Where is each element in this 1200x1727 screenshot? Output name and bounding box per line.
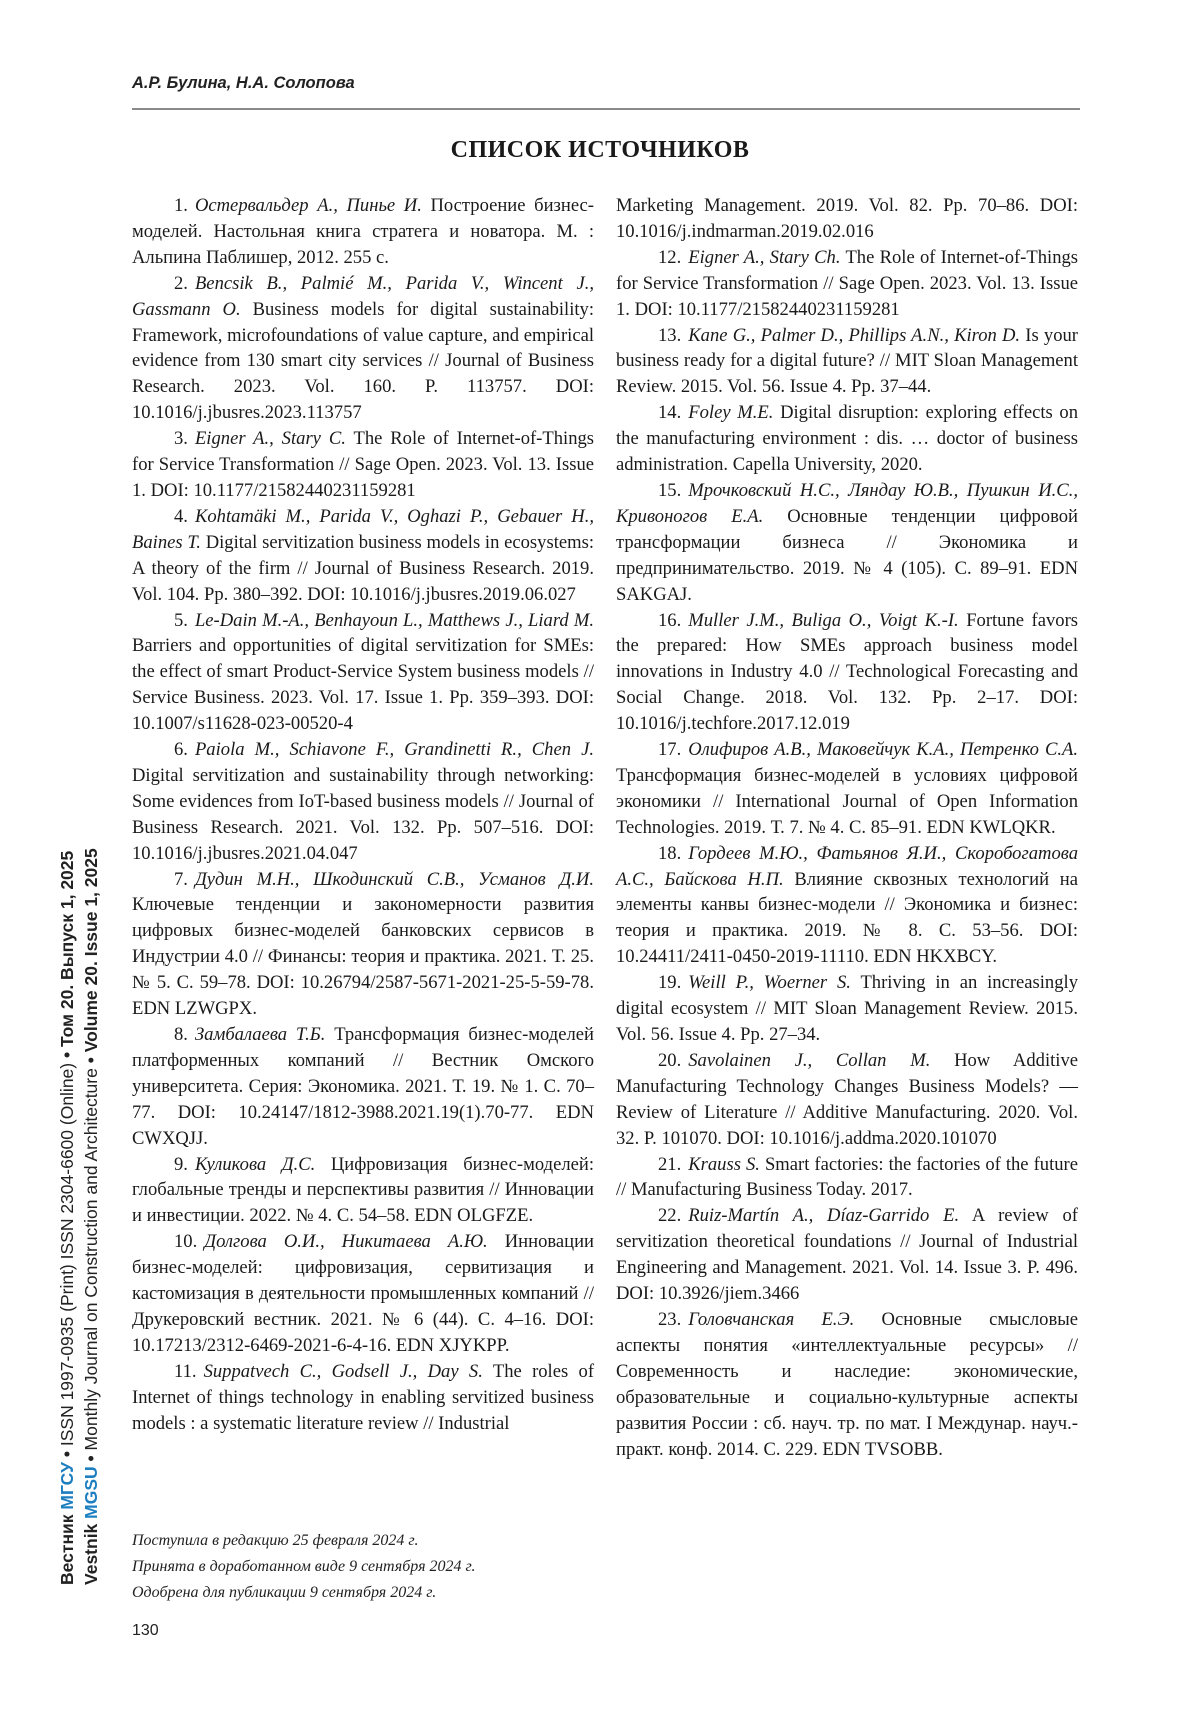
reference-text: Трансформация бизнес-моделей платформенных компаний // Вестник Омского университета. Серия: Экономика. 2021. Т. 19. № 1. С. 70–77. DOI: 10.24147/1812-3988.2021.19(1).70-77. EDN CWXQJJ. — [132, 1024, 594, 1149]
references-heading: СПИСОК ИСТОЧНИКОВ — [450, 137, 750, 163]
reference-authors: Гордеев М.Ю., Фатьянов Я.И., Скоробогатова А.С., Байскова Н.П. — [616, 842, 1078, 890]
reference-text: Smart factories: the factories of the future // Manufacturing Business Today. 2017. — [616, 1153, 1078, 1201]
side-banner-line-en — [79, 745, 103, 1585]
reference-item — [616, 245, 1078, 323]
reference-text: Влияние сквозных технологий на элементы канвы бизнес-модели // Экономика и бизнес: теория и практика. 2019. № 8. С. 53–56. DOI: 10.24411/2411-0450-2019-11110. EDN HKXBCY. — [616, 868, 1078, 968]
reference-text: The Role of Internet-of-Things for Service Transformation // Sage Open. 2023. Vol. 13. Issue 1. DOI: 10.1177/21582440231159281 — [132, 428, 595, 501]
reference-authors: Мрочковский Н.С., Ляндау Ю.В., Пушкин И.С., Кривоногов Е.А. — [616, 479, 1078, 527]
reference-text: Основные смысловые аспекты понятия «интеллектуальные ресурсы» // Современность и наследие: экономические, образовательные и социально-культурные аспекты развития России : сб. науч. тр. по мат. I Междунар. науч.-практ. конф. 2014. С. 229. EDN TVSOBB. — [616, 1308, 1079, 1460]
reference-item — [616, 1203, 1078, 1307]
reference-item — [132, 271, 594, 426]
reference-continuation: Marketing Management. 2019. Vol. 82. Pp. 70–86. DOI: 10.1016/j.indmarman.2019.02.016 — [616, 195, 1078, 242]
journal-name-ru: Вестник — [57, 1514, 77, 1585]
reference-authors: Bencsik B., Palmié M., Parida V., Wincent J., Gassmann O. — [132, 272, 594, 320]
reference-authors: Долгова О.И., Никитаева А.Ю. — [204, 1231, 488, 1253]
reference-number: 3. — [174, 428, 188, 450]
reference-item — [132, 608, 594, 738]
reference-number: 2. — [174, 272, 188, 294]
reference-text: Barriers and opportunities of digital servitization for SMEs: the effect of smart Product-Service System business models // Service Business. 2023. Vol. 17. Issue 1. Pp. 359–393. DOI: 10.1007/s11628-023-00520-4 — [132, 635, 594, 735]
reference-number: 19. — [658, 972, 682, 994]
reference-authors: Suppatvech C., Godsell J., Day S. — [203, 1360, 483, 1382]
reference-item — [616, 1307, 1078, 1462]
reference-text: Digital disruption: exploring effects on the manufacturing environment : dis. … doctor of business administration. Capella University, 2020. — [616, 402, 1078, 476]
reference-authors: Le-Dain M.-A., Benhayoun L., Matthews J., Liard M. — [194, 609, 594, 631]
reference-authors: Олифиров А.В., Маковейчук К.А., Петренко С.А. — [688, 739, 1078, 761]
journal-subtitle: Monthly Journal on Construction and Architecture — [81, 1068, 101, 1451]
reference-number: 13. — [658, 324, 682, 346]
reference-item — [616, 1048, 1078, 1152]
reference-text: Основные тенденции цифровой трансформации бизнеса // Экономика и предпринимательство. 2019. № 4 (105). С. 89–91. EDN SAKGAJ. — [616, 505, 1078, 605]
bullet-separator: • — [81, 1455, 101, 1462]
reference-text: Ключевые тенденции и закономерности развития цифровых бизнес-моделей банковских сервисов в Индустрии 4.0 // Финансы: теория и практика. 2021. Т. 25. № 5. С. 59–78. DOI: 10.26794/2587-5671-2021-25-5-59-78. EDN LZWGPX. — [132, 894, 594, 1020]
reference-number: 17. — [658, 739, 682, 761]
reference-text: Цифровизация бизнес-моделей: глобальные тренды и перспективы развития // Инновации и инвестиции. 2022. № 4. С. 54–58. EDN OLGFZE. — [132, 1153, 594, 1227]
reference-text: The roles of Internet of things technology in enabling servitized business models : a systematic literature review // Industrial — [132, 1360, 595, 1434]
reference-number: 15. — [658, 479, 682, 501]
reference-text: Построение бизнес-моделей. Настольная книга стратега и новатора. М. : Альпина Паблишер, 2012. 255 с. — [132, 195, 594, 268]
reference-text: Thriving in an increasingly digital ecosystem // MIT Sloan Management Review. 2015. Vol. 56. Issue 4. Pp. 27–34. — [616, 972, 1078, 1045]
publication-dates — [132, 1528, 476, 1606]
date-received: Поступила в редакцию 25 февраля 2024 г. — [132, 1532, 419, 1549]
reference-authors: Kohtamäki M., Parida V., Oghazi P., Gebauer H., Baines T. — [132, 505, 594, 553]
reference-authors: Остервальдер А., Пинье И. — [194, 195, 422, 216]
reference-number: 6. — [174, 739, 188, 761]
reference-text: Трансформация бизнес-моделей в условиях цифровой экономики // International Journal of Open Information Technologies. 2019. Т. 7. № 4. С. 85–91. EDN KWLQKR. — [616, 764, 1078, 838]
reference-authors: Muller J.M., Buliga O., Voigt K.-I. — [688, 609, 959, 631]
reference-authors: Ruiz-Martín A., Díaz-Garrido E. — [688, 1205, 960, 1227]
reference-authors: Головчанская Е.Э. — [688, 1308, 855, 1330]
reference-text: Digital servitization business models in ecosystems: A theory of the firm // Journal of Business Research. 2019. Vol. 104. Pp. 380–392. DOI: 10.1016/j.jbusres.2019.06.027 — [132, 531, 594, 605]
journal-brand-ru: МГСУ — [57, 1462, 77, 1510]
reference-item — [132, 504, 594, 608]
reference-number: 4. — [174, 505, 188, 527]
side-banner-line-ru — [55, 745, 79, 1585]
reference-number: 1. — [174, 195, 188, 216]
reference-item — [132, 1229, 594, 1359]
reference-number: 20. — [658, 1049, 682, 1071]
reference-item — [132, 867, 594, 1022]
reference-text: A review of servitization theoretical foundations // Journal of Industrial Engineering and Management. 2021. Vol. 14. Issue 3. P. 496. DOI: 10.3926/jiem.3466 — [616, 1205, 1078, 1305]
reference-item — [132, 1359, 594, 1437]
header-divider — [132, 108, 1080, 110]
reference-number: 22. — [658, 1205, 682, 1227]
reference-number: 12. — [658, 246, 682, 268]
reference-authors: Kane G., Palmer D., Phillips A.N., Kiron D. — [688, 324, 1021, 346]
reference-number: 7. — [174, 868, 188, 890]
reference-authors: Дудин М.Н., Шкодинский С.В., Усманов Д.И. — [194, 868, 594, 890]
reference-text: Fortune favors the prepared: How SMEs approach business model innovations in Industry 4.0 // Technological Forecasting and Social Change. 2018. Vol. 132. Pp. 2–17. DOI: 10.1016/j.techfore.2017.12.019 — [616, 609, 1078, 735]
reference-text: Business models for digital sustainability: Framework, microfoundations of value capture, and empirical evidence from 130 smart city services // Journal of Business Research. 2023. Vol. 160. P. 113757. DOI: 10.1016/j.jbusres.2023.113757 — [132, 298, 594, 424]
references-left-column — [132, 193, 594, 1437]
reference-authors: Eigner A., Stary Ch. — [688, 246, 841, 268]
reference-number: 8. — [174, 1024, 188, 1045]
reference-number: 14. — [658, 402, 682, 424]
reference-number: 5. — [174, 609, 188, 631]
reference-item — [132, 426, 594, 504]
reference-number: 10. — [174, 1231, 198, 1253]
reference-authors: Foley M.E. — [688, 402, 774, 424]
reference-text: How Additive Manufacturing Technology Changes Business Models? — Review of Literature // Additive Manufacturing. 2020. Vol. 32. P. 101070. DOI: 10.1016/j.addma.2020.101070 — [616, 1049, 1078, 1149]
date-approved: Одобрена для публикации 9 сентября 2024 г. — [132, 1584, 437, 1601]
journal-issn: ISSN 1997-0935 (Print) ISSN 2304-6600 (Online) — [57, 1062, 77, 1447]
reference-text: The Role of Internet-of-Things for Service Transformation // Sage Open. 2023. Vol. 13. Issue 1. DOI: 10.1177/21582440231159281 — [616, 246, 1079, 320]
reference-text: Digital servitization and sustainability through networking: Some evidences from IoT-based business models // Journal of Business Research. 2021. Vol. 132. Pp. 507–516. DOI: 10.1016/j.jbusres.2021.04.047 — [132, 764, 594, 864]
reference-number: 9. — [174, 1153, 188, 1175]
journal-volume-ru: Том 20. Выпуск 1, 2025 — [57, 850, 77, 1047]
running-header-authors: А.Р. Булина, Н.А. Солопова — [132, 74, 355, 92]
reference-authors: Куликова Д.С. — [194, 1153, 316, 1175]
reference-item — [616, 841, 1078, 971]
reference-item — [132, 1152, 594, 1230]
reference-authors: Krauss S. — [688, 1153, 760, 1175]
reference-authors: Eigner A., Stary C. — [194, 428, 346, 450]
reference-item — [616, 478, 1078, 608]
references-right-list — [616, 245, 1078, 1463]
reference-number: 11. — [174, 1360, 197, 1382]
reference-item — [616, 400, 1078, 478]
reference-item — [616, 970, 1078, 1048]
reference-authors: Weill P., Woerner S. — [688, 972, 851, 994]
journal-volume-en: Volume 20. Issue 1, 2025 — [81, 848, 101, 1053]
reference-item — [616, 323, 1078, 401]
reference-item — [616, 1152, 1078, 1204]
reference-authors: Savolainen J., Collan M. — [688, 1049, 931, 1071]
journal-side-banner — [55, 745, 103, 1585]
page-number: 130 — [132, 1622, 159, 1639]
reference-item — [616, 608, 1078, 738]
reference-item — [132, 1022, 594, 1152]
reference-item — [616, 737, 1078, 841]
reference-number: 18. — [658, 842, 682, 864]
reference-authors: Замбалаева Т.Б. — [194, 1024, 326, 1045]
reference-item — [132, 737, 594, 867]
reference-authors: Paiola M., Schiavone F., Grandinetti R., Chen J. — [194, 739, 594, 761]
reference-number: 23. — [658, 1308, 682, 1330]
reference-number: 21. — [658, 1153, 682, 1175]
journal-name-en: Vestnik — [81, 1523, 101, 1585]
reference-text: Инновации бизнес-моделей: цифровизация, сервитизация и кастомизация в деятельности промышленных компаний // Друкеровский вестник. 2021. № 6 (44). С. 4–16. DOI: 10.17213/2312-6469-2021-6-4-16. EDN XJYKPP. — [132, 1231, 594, 1356]
journal-brand-en: MGSU — [81, 1466, 101, 1519]
references-right-column — [616, 193, 1078, 1462]
bullet-separator: • — [57, 1451, 77, 1458]
bullet-separator: • — [81, 1057, 101, 1064]
reference-text: Is your business ready for a digital future? // MIT Sloan Management Review. 2015. Vol. 56. Issue 4. Pp. 37–44. — [616, 324, 1078, 398]
reference-item — [132, 193, 594, 271]
bullet-separator: • — [57, 1051, 77, 1058]
date-revised: Принята в доработанном виде 9 сентября 2024 г. — [132, 1558, 476, 1575]
reference-number: 16. — [658, 609, 682, 631]
